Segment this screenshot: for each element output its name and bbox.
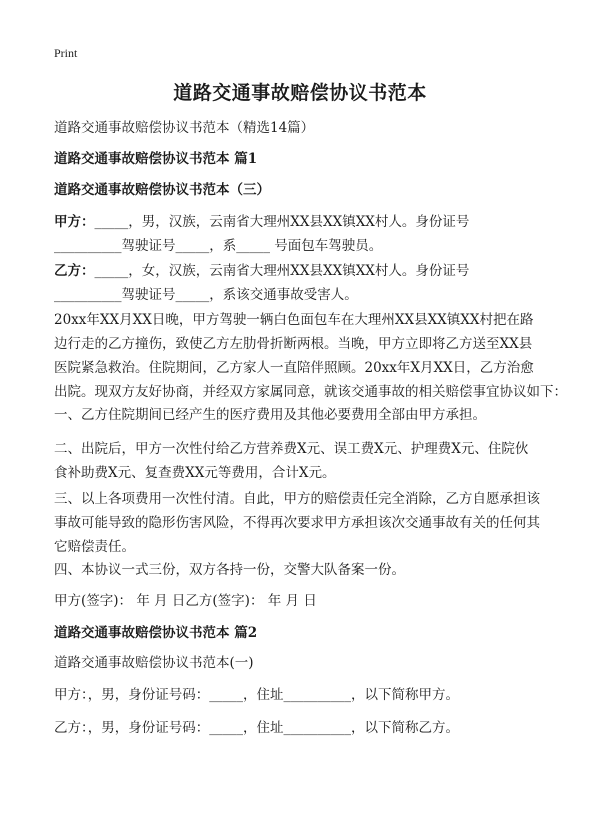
incident-line: 出院。现双方友好协商，并经双方家属同意，就该交通事故的相关赔偿事宜协议如下： [54,384,567,400]
party-a-paragraph [54,210,554,258]
party-a-label: 甲方： [54,214,95,230]
clause-1: 一、乙方住院期间已经产生的医疗费用及其他必要费用全部由甲方承担。 [54,407,486,423]
party-a-line2: __________驾驶证号_____，系_____ 号面包车驾驶员。 [54,238,383,254]
incident-line: 20xx年XX月XX日晚，甲方驾驶一辆白色面包车在大理州XX县XX镇XX村把在路 [54,312,534,328]
clause-4: 四、本协议一式三份，双方各持一份，交警大队备案一份。 [54,562,405,578]
party-b-line1: _____，女，汉族，云南省大理州XX县XX镇XX村人。身份证号 [94,263,470,279]
print-label[interactable]: Print [54,46,78,60]
incident-line: 医院紧急救治。住院期间，乙方家人一直陪伴照顾。20xx年X月XX日，乙方治愈 [54,360,534,376]
clause-2 [54,437,554,485]
section1-subheading: 道路交通事故赔偿协议书范本（三） [54,182,270,198]
clause-3-line: 事故可能导致的隐形伤害风险，不得再次要求甲方承担该次交通事故有关的任何其 [54,515,540,531]
section2-heading: 道路交通事故赔偿协议书范本 篇2 [54,625,258,641]
clause-2-line: 食补助费X元、复查费XX元等费用，合计X元。 [54,465,336,481]
incident-line: 边行走的乙方撞伤，致使乙方左肋骨折断两根。当晚，甲方立即将乙方送至XX县 [54,336,533,352]
party-b-label: 乙方： [54,263,95,279]
document-title: 道路交通事故赔偿协议书范本 [173,82,427,104]
party-a-line1: _____，男，汉族，云南省大理州XX县XX镇XX村人。身份证号 [94,214,470,230]
clause-3-line: 三、以上各项费用一次性付清。自此，甲方的赔偿责任完全消除，乙方自愿承担该 [54,491,540,507]
party-b-paragraph [54,259,554,307]
incident-paragraph [54,308,567,404]
section1-heading: 道路交通事故赔偿协议书范本 篇1 [54,151,258,167]
document-subtitle: 道路交通事故赔偿协议书范本（精选14篇） [54,120,315,136]
party-b-line2: __________驾驶证号_____，系该交通事故受害人。 [54,287,358,303]
signature-line: 甲方(签字)： 年 月 日乙方(签字)： 年 月 日 [54,593,317,609]
section2-party-b: 乙方：，男，身份证号码：_____，住址__________，以下简称乙方。 [54,720,459,736]
clause-3 [54,487,554,559]
clause-2-line: 二、出院后，甲方一次性付给乙方营养费X元、误工费X元、护理费X元、住院伙 [54,441,529,457]
section2-subheading: 道路交通事故赔偿协议书范本(一) [54,655,254,671]
section2-party-a: 甲方：，男，身份证号码：_____，住址__________，以下简称甲方。 [54,687,459,703]
clause-3-line: 它赔偿责任。 [54,539,135,555]
